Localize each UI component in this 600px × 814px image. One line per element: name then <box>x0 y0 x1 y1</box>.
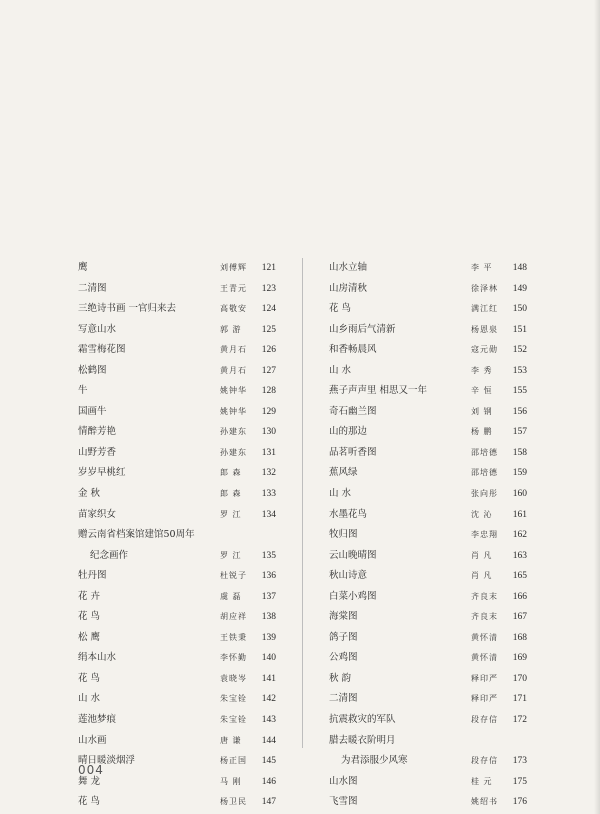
entry-title: 山 水 <box>78 693 101 705</box>
entry-page: 123 <box>261 283 276 294</box>
toc-entry <box>78 463 276 484</box>
toc-entry <box>78 279 276 300</box>
entry-artist: 黄怀清 <box>471 632 498 642</box>
entry-title: 奇石幽兰图 <box>329 405 377 417</box>
entry-page: 167 <box>512 612 527 623</box>
entry-page: 170 <box>512 673 527 684</box>
toc-entry <box>329 463 527 484</box>
entry-title: 蕉风绿 <box>329 467 358 479</box>
entry-page: 130 <box>261 427 276 438</box>
entry-page: 125 <box>261 324 276 335</box>
toc-entry <box>329 340 527 361</box>
entry-title: 燕子声声里 相思又一年 <box>329 385 428 397</box>
toc-entry <box>329 751 527 772</box>
entry-artist: 唐 谦 <box>220 735 242 745</box>
toc-left-column <box>78 258 276 813</box>
toc-entry <box>78 258 276 279</box>
entry-title: 松 鹰 <box>78 631 101 643</box>
entry-artist: 罗 江 <box>220 550 242 560</box>
toc-entry <box>329 566 527 587</box>
entry-page: 151 <box>512 324 527 335</box>
toc-entry <box>78 443 276 464</box>
entry-artist: 杨恩泉 <box>471 324 498 334</box>
entry-page: 132 <box>261 468 276 479</box>
toc-entry <box>78 772 276 793</box>
entry-title: 山水画 <box>78 734 107 746</box>
toc-entry <box>78 751 276 772</box>
entry-artist: 齐良末 <box>471 612 498 622</box>
entry-page: 146 <box>261 776 276 787</box>
entry-artist: 郎 森 <box>220 468 242 478</box>
toc-entry <box>78 484 276 505</box>
entry-page: 145 <box>261 756 276 767</box>
entry-artist: 罗 江 <box>220 509 242 519</box>
entry-artist: 张向彤 <box>471 489 498 499</box>
entry-page: 139 <box>261 632 276 643</box>
entry-title: 山水图 <box>329 775 358 787</box>
entry-page: 124 <box>261 304 276 315</box>
entry-title: 秋 韵 <box>329 672 352 684</box>
toc-entry <box>78 422 276 443</box>
entry-artist: 姚绍书 <box>471 797 498 807</box>
entry-title: 花 鸟 <box>78 796 101 808</box>
entry-title: 晴日暖淡烟浮 <box>78 755 136 767</box>
entry-title: 为君添服少风寒 <box>341 755 408 767</box>
entry-artist: 胡应祥 <box>220 612 247 622</box>
entry-page: 121 <box>261 263 276 273</box>
toc-entry <box>329 792 527 813</box>
entry-page: 138 <box>261 612 276 623</box>
entry-artist: 段存信 <box>471 756 498 766</box>
toc-entry <box>329 422 527 443</box>
toc-entry <box>329 381 527 402</box>
entry-artist: 满江红 <box>471 304 498 314</box>
entry-title: 纪念画作 <box>90 549 129 561</box>
entry-page: 155 <box>512 386 527 397</box>
entry-page: 144 <box>261 735 276 746</box>
entry-artist: 朱宝铨 <box>220 694 247 704</box>
entry-title: 海棠图 <box>329 611 358 623</box>
entry-title: 花 鸟 <box>78 611 101 623</box>
entry-title: 牛 <box>78 385 88 397</box>
entry-artist: 肖 凡 <box>471 571 493 581</box>
entry-title: 国画牛 <box>78 405 107 417</box>
entry-title: 绢本山水 <box>78 652 117 664</box>
toc-entry <box>78 361 276 382</box>
entry-artist: 王青元 <box>220 283 247 293</box>
entry-page: 128 <box>261 386 276 397</box>
toc-entry <box>329 669 527 690</box>
entry-title: 二清图 <box>78 282 107 294</box>
entry-page: 143 <box>261 715 276 726</box>
toc-entry <box>329 525 527 546</box>
toc-entry <box>78 505 276 526</box>
entry-title: 水墨花鸟 <box>329 508 368 520</box>
entry-page: 126 <box>261 345 276 356</box>
entry-page: 175 <box>512 776 527 787</box>
entry-title: 云山晚晴图 <box>329 549 377 561</box>
entry-artist: 黄怀清 <box>471 653 498 663</box>
toc-entry <box>329 279 527 300</box>
entry-page: 136 <box>261 571 276 582</box>
entry-artist: 黄月石 <box>220 345 247 355</box>
entry-artist: 李怀勤 <box>220 653 247 663</box>
entry-artist: 邵培德 <box>471 447 498 457</box>
toc-entry <box>329 299 527 320</box>
entry-title: 品茗听香图 <box>329 446 377 458</box>
entry-artist: 姚钟华 <box>220 386 247 396</box>
entry-title: 三绝诗书画 一官归来去 <box>78 303 177 315</box>
entry-artist: 黄月石 <box>220 365 247 375</box>
toc-entry <box>329 361 527 382</box>
entry-artist: 寇元勋 <box>471 345 498 355</box>
entry-page: 150 <box>512 304 527 315</box>
entry-artist: 徐泽林 <box>471 283 498 293</box>
entry-title: 花 鸟 <box>78 672 101 684</box>
entry-artist: 沈 沁 <box>471 509 493 519</box>
toc-entry <box>329 587 527 608</box>
entry-title: 牧归图 <box>329 529 358 541</box>
toc-right-column <box>329 258 527 813</box>
entry-title: 鸽子图 <box>329 631 358 643</box>
entry-page: 172 <box>512 715 527 726</box>
entry-page: 156 <box>512 406 527 417</box>
toc-entry <box>329 710 527 731</box>
toc-entry <box>329 402 527 423</box>
entry-page: 169 <box>512 653 527 664</box>
entry-title: 牡丹图 <box>78 570 107 582</box>
entry-artist: 杜锐子 <box>220 571 247 581</box>
toc-entry <box>78 402 276 423</box>
entry-page: 168 <box>512 632 527 643</box>
entry-artist: 杨 鹏 <box>471 427 493 437</box>
entry-title: 松鹤图 <box>78 364 107 376</box>
toc-entry <box>329 546 527 567</box>
toc-entry <box>78 546 276 567</box>
toc-entry <box>78 525 276 546</box>
entry-title: 写意山水 <box>78 323 117 335</box>
entry-title: 和香畅晨风 <box>329 344 377 356</box>
entry-artist: 释印严 <box>471 673 498 683</box>
entry-title: 二清图 <box>329 693 358 705</box>
entry-title: 腊去暖衣阶明月 <box>329 734 396 746</box>
toc-entry <box>329 505 527 526</box>
entry-artist: 袁晓岑 <box>220 673 247 683</box>
entry-title: 莲池梦痕 <box>78 714 117 726</box>
entry-title: 赠云南省档案馆建馆50周年 <box>78 529 195 541</box>
toc-entry <box>329 607 527 628</box>
entry-title: 抗震救灾的军队 <box>329 714 396 726</box>
entry-artist: 马 刚 <box>220 776 242 786</box>
toc-entry <box>329 689 527 710</box>
entry-page: 137 <box>261 591 276 602</box>
toc-entry <box>78 669 276 690</box>
entry-artist: 辛 恒 <box>471 386 493 396</box>
toc-entry <box>78 566 276 587</box>
entry-page: 142 <box>261 694 276 705</box>
toc-entry <box>329 772 527 793</box>
entry-artist: 邵培德 <box>471 468 498 478</box>
toc-entry <box>78 792 276 813</box>
entry-page: 135 <box>261 550 276 561</box>
entry-title: 山房清秋 <box>329 282 368 294</box>
entry-title: 花 卉 <box>78 590 101 602</box>
entry-page: 147 <box>261 797 276 808</box>
entry-page: 152 <box>512 345 527 356</box>
entry-title: 山 水 <box>329 488 352 500</box>
entry-title: 山乡雨后气清新 <box>329 323 396 335</box>
entry-title: 苗家织女 <box>78 508 117 520</box>
toc-entry <box>78 731 276 752</box>
entry-artist: 段存信 <box>471 715 498 725</box>
entry-artist: 肖 凡 <box>471 550 493 560</box>
page-edge-shadow <box>594 0 600 814</box>
toc-entry <box>78 381 276 402</box>
toc-entry <box>78 710 276 731</box>
entry-page: 148 <box>512 263 527 273</box>
entry-page: 161 <box>512 509 527 520</box>
entry-title: 秋山诗意 <box>329 570 368 582</box>
entry-artist: 杨正国 <box>220 756 247 766</box>
toc-entry <box>329 443 527 464</box>
entry-page: 149 <box>512 283 527 294</box>
entry-page: 134 <box>261 509 276 520</box>
toc-entry <box>78 340 276 361</box>
entry-artist: 高敬安 <box>220 304 247 314</box>
toc-entry <box>78 689 276 710</box>
entry-title: 情醉芳艳 <box>78 426 117 438</box>
toc-entry <box>329 731 527 752</box>
toc-entry <box>329 648 527 669</box>
toc-entry <box>329 258 527 279</box>
entry-title: 山水立轴 <box>329 262 368 273</box>
entry-artist: 杨卫民 <box>220 797 247 807</box>
entry-page: 133 <box>261 489 276 500</box>
entry-title: 白菜小鸡图 <box>329 590 377 602</box>
entry-title: 鹰 <box>78 262 88 273</box>
column-divider <box>302 258 303 748</box>
entry-artist: 刘傅辉 <box>220 263 247 272</box>
entry-page: 171 <box>512 694 527 705</box>
entry-title: 山 水 <box>329 364 352 376</box>
entry-title: 飞雪图 <box>329 796 358 808</box>
entry-artist: 李忠翔 <box>471 530 498 540</box>
toc-entry <box>78 648 276 669</box>
entry-artist: 李 平 <box>471 263 493 272</box>
entry-page: 127 <box>261 365 276 376</box>
entry-title: 山的那边 <box>329 426 368 438</box>
entry-page: 165 <box>512 571 527 582</box>
toc-entry <box>78 299 276 320</box>
entry-page: 157 <box>512 427 527 438</box>
toc-entry <box>329 484 527 505</box>
entry-page: 140 <box>261 653 276 664</box>
entry-title: 花 鸟 <box>329 303 352 315</box>
toc-entry <box>78 607 276 628</box>
entry-page: 129 <box>261 406 276 417</box>
entry-artist: 王铁秉 <box>220 632 247 642</box>
entry-artist: 姚钟华 <box>220 406 247 416</box>
entry-page: 162 <box>512 530 527 541</box>
entry-artist: 李 秀 <box>471 365 493 375</box>
entry-page: 158 <box>512 447 527 458</box>
entry-page: 153 <box>512 365 527 376</box>
entry-page: 166 <box>512 591 527 602</box>
page-number: 004 <box>78 763 104 777</box>
entry-page: 176 <box>512 797 527 808</box>
entry-artist: 郭 游 <box>220 324 242 334</box>
toc-entry <box>329 320 527 341</box>
entry-page: 173 <box>512 756 527 767</box>
entry-page: 160 <box>512 489 527 500</box>
entry-artist: 刘 钢 <box>471 406 493 416</box>
entry-artist: 孙建东 <box>220 427 247 437</box>
entry-page: 163 <box>512 550 527 561</box>
entry-page: 159 <box>512 468 527 479</box>
entry-page: 131 <box>261 447 276 458</box>
entry-page: 141 <box>261 673 276 684</box>
toc-entry <box>78 320 276 341</box>
entry-title: 舞 龙 <box>78 775 101 787</box>
entry-title: 公鸡图 <box>329 652 358 664</box>
entry-artist: 虞 磊 <box>220 591 242 601</box>
entry-title: 山野芳香 <box>78 446 117 458</box>
toc-entry <box>329 628 527 649</box>
entry-artist: 朱宝铨 <box>220 715 247 725</box>
entry-title: 金 秋 <box>78 488 101 500</box>
entry-artist: 孙建东 <box>220 447 247 457</box>
entry-title: 霜雪梅花图 <box>78 344 126 356</box>
toc-entry <box>78 628 276 649</box>
entry-artist: 齐良末 <box>471 591 498 601</box>
entry-artist: 桂 元 <box>471 776 493 786</box>
entry-artist: 郎 森 <box>220 489 242 499</box>
toc-entry <box>78 587 276 608</box>
entry-title: 岁岁早桃红 <box>78 467 126 479</box>
entry-artist: 释印严 <box>471 694 498 704</box>
